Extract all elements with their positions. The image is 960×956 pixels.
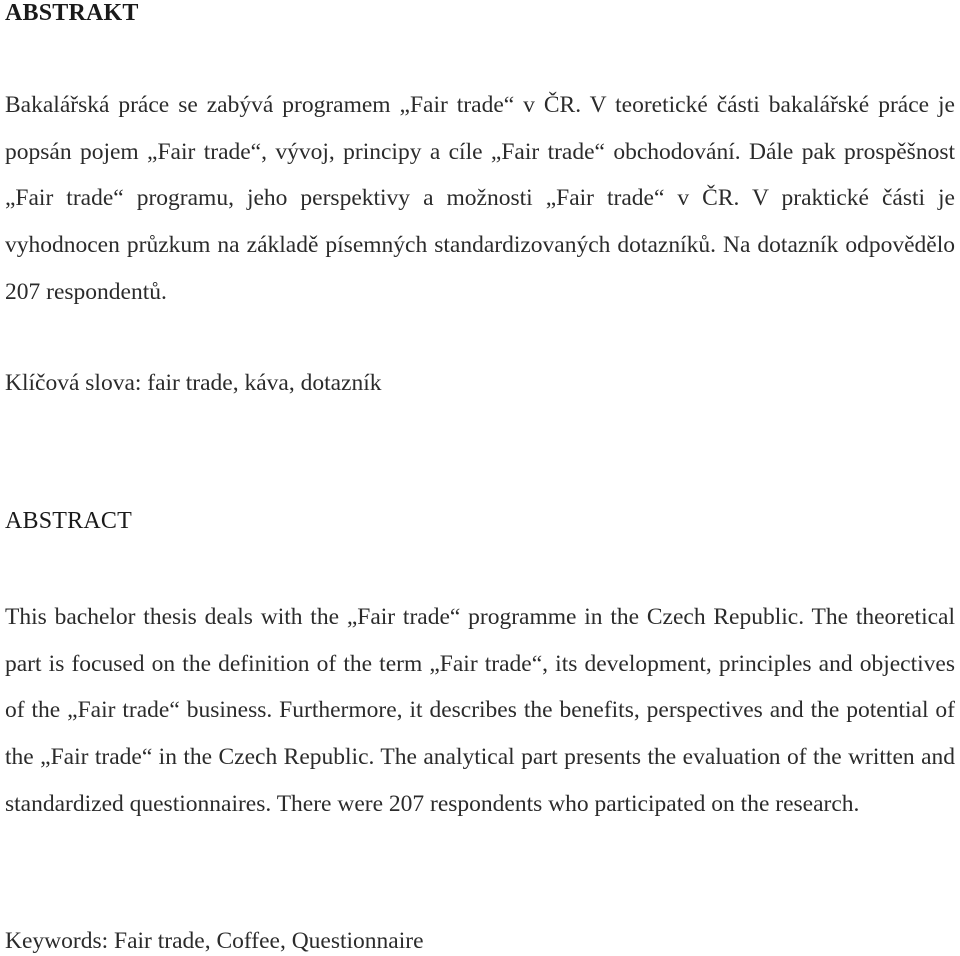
english-keywords: Keywords: Fair trade, Coffee, Questionnaire	[5, 928, 424, 954]
english-abstract-heading: ABSTRACT	[5, 508, 132, 534]
czech-abstract-paragraph: Bakalářská práce se zabývá programem „Fair trade“ v ČR. V teoretické části bakalářské práce je popsán pojem „Fair trade“, vývoj, principy a cíle „Fair trade“ obchodování. Dále pak prospěšnost „Fair trade“ programu, jeho perspektivy a možnosti „Fair trade“ v ČR. V praktické části je vyhodnocen průzkum na základě písemných standardizovaných dotazníků. Na dotazník odpovědělo 207 respondentů.	[5, 92, 955, 305]
czech-keywords: Klíčová slova: fair trade, káva, dotazník	[5, 370, 382, 396]
czech-abstract-heading: ABSTRAKT	[5, 0, 139, 26]
english-abstract-paragraph: This bachelor thesis deals with the „Fair trade“ programme in the Czech Republic. The theoretical part is focused on the definition of the term „Fair trade“, its development, principles and objectives of the „Fair trade“ business. Furthermore, it describes the benefits, perspectives and the potential of the „Fair trade“ in the Czech Republic. The analytical part presents the evaluation of the written and standardized questionnaires. There were 207 respondents who participated on the research.	[5, 604, 955, 817]
